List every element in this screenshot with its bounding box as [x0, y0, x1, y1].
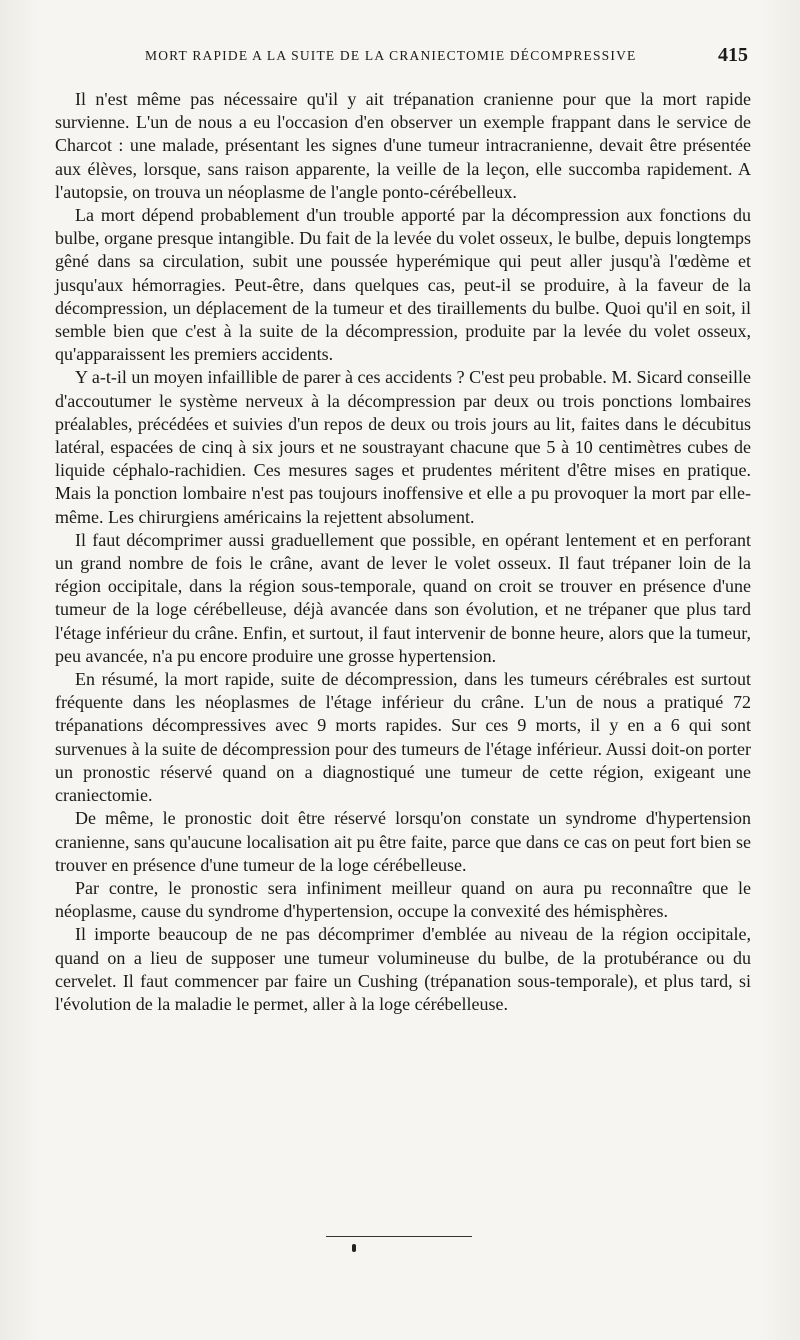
paragraph: Il faut décomprimer aussi graduellement que possible, en opérant lentement et en perforant un grand nombre de fois le crâne, avant de lever le volet osseux. Il faut trépaner loin de la région occipitale, dans la région sous-temporale, quand on croit se trouver en présence d'une tumeur de la loge cérébelleuse, déjà avancée dans son évolution, et ne trépaner que plus tard l'étage inférieur du crâne. Enfin, et surtout, il faut intervenir de bonne heure, alors que la tumeur, peu avancée, n'a pu encore produire une grosse hypertension. — [55, 529, 751, 666]
page-header — [145, 44, 748, 68]
paragraph: Y a-t-il un moyen infaillible de parer à ces accidents ? C'est peu probable. M. Sicard conseille d'accoutumer le système nerveux à la décompression par deux ou trois ponctions lombaires préalables, précédées et suivies d'un repos de deux ou trois jours au lit, faites dans le décubitus latéral, espacées de cinq à six jours et ne soustrayant chacune que 5 à 10 centimètres cubes de liquide céphalo-rachidien. Ces mesures sages et prudentes méritent d'être mises en pratique. Mais la ponction lombaire n'est pas toujours inoffensive et elle a pu provoquer la mort par elle-même. Les chirurgiens américains la rejettent absolument. — [55, 367, 751, 527]
running-head: MORT RAPIDE A LA SUITE DE LA CRANIECTOMIE DÉCOMPRESSIVE — [145, 48, 637, 63]
paragraph: Il n'est même pas nécessaire qu'il y ait trépanation cranienne pour que la mort rapide survienne. L'un de nous a eu l'occasion d'en observer un exemple frappant dans le service de Charcot : une malade, présentant les signes d'une tumeur intracranienne, devait être présentée aux élèves, lorsque, sans raison apparente, la veille de la leçon, elle succomba rapidement. A l'autopsie, on trouva un néoplasme de l'angle ponto-cérébelleux. — [55, 89, 751, 202]
section-rule — [326, 1236, 472, 1237]
paragraph: Il importe beaucoup de ne pas décomprimer d'emblée au niveau de la région occipitale, quand on a lieu de supposer une tumeur volumineuse du bulbe, de la protubérance ou du cervelet. Il faut commencer par faire un Cushing (trépanation sous-temporale), et plus tard, si l'évolution de la maladie le permet, aller à la loge cérébelleuse. — [55, 924, 751, 1014]
body-text — [55, 88, 751, 1016]
paragraph: La mort dépend probablement d'un trouble apporté par la décompression aux fonctions du bulbe, organe presque intangible. Du fait de la levée du volet osseux, le bulbe, depuis longtemps gêné dans sa circulation, subit une poussée hyperémique qui peut aller jusqu'à l'œdème et jusqu'aux hémorragies. Peut-être, dans quelques cas, peut-il se produire, à la faveur de la décompression, un déplacement de la tumeur et des tiraillements du bulbe. Quoi qu'il en soit, il semble bien que c'est à la suite de la décompression, produite par la levée du volet osseux, qu'apparaissent les premiers accidents. — [55, 205, 751, 365]
page-number: 415 — [718, 44, 748, 66]
paragraph: Par contre, le pronostic sera infiniment meilleur quand on aura pu reconnaître que le néoplasme, cause du syndrome d'hypertension, occupe la convexité des hémisphères. — [55, 877, 751, 922]
paragraph: En résumé, la mort rapide, suite de décompression, dans les tumeurs cérébrales est surtout fréquente dans les néoplasmes de l'étage inférieur du crâne. L'un de nous a pratiqué 72 trépanations décompressives avec 9 morts rapides. Sur ces 9 morts, il y en a 6 qui sont survenues à la suite de décompression pour des tumeurs de l'étage inférieur. Aussi doit-on porter un pronostic réservé quand on a diagnostiqué une tumeur de cette région, exigeant une craniectomie. — [55, 669, 751, 806]
paragraph: De même, le pronostic doit être réservé lorsqu'on constate un syndrome d'hypertension cranienne, sans qu'aucune localisation ait pu être faite, parce que dans ce cas on peut fort bien se trouver en présence d'une tumeur de la loge cérébelleuse. — [55, 808, 751, 875]
ornament-mark — [352, 1244, 356, 1252]
